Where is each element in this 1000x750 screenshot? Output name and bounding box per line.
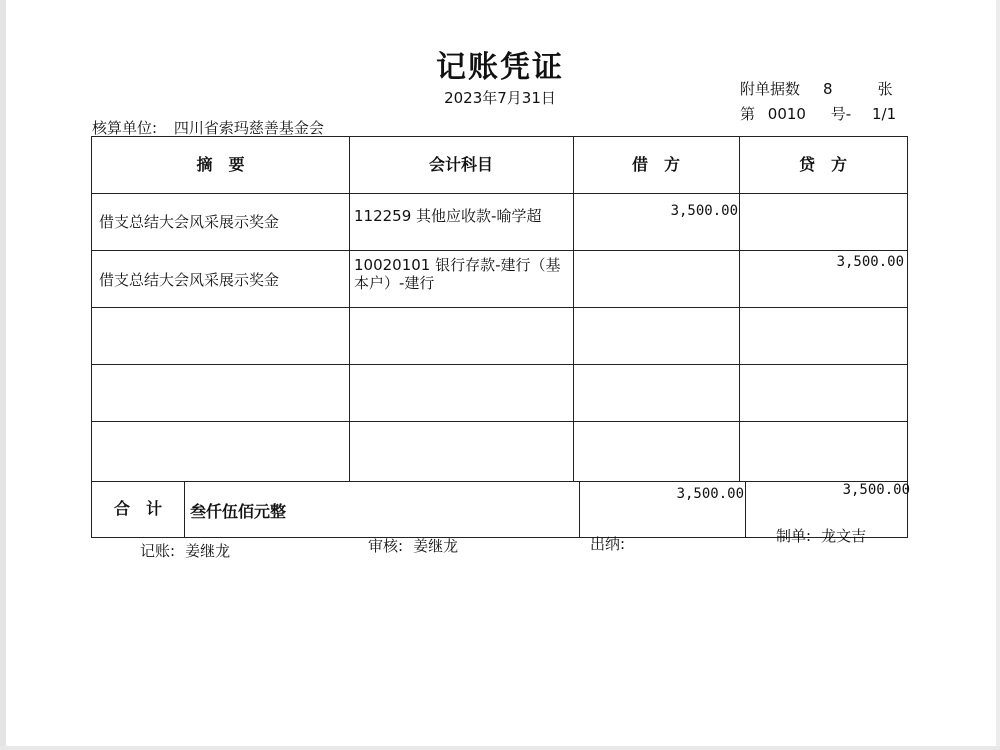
- unit-name: 四川省索玛慈善基金会: [173, 119, 324, 137]
- total-divider: [745, 481, 746, 537]
- voucher-table: [91, 136, 908, 538]
- total-credit: 3,500.00: [842, 482, 910, 498]
- row-divider: [92, 421, 907, 422]
- total-divider: [184, 481, 185, 537]
- voucher-title: 记账凭证: [436, 50, 564, 85]
- attachments-info: [740, 78, 893, 99]
- voucher-no-suffix: 号-: [830, 105, 852, 123]
- header-credit: 贷 方: [798, 155, 847, 174]
- header-debit: 借 方: [631, 155, 680, 174]
- signature-cashier: [590, 533, 635, 554]
- attachments-count: 8: [823, 80, 833, 98]
- cashier-label: 出纳:: [590, 535, 626, 553]
- bookkeeper-name: 姜继龙: [185, 542, 231, 560]
- unit-label: 核算单位:: [92, 119, 158, 137]
- row-divider: [92, 250, 907, 251]
- attachments-label: 附单据数: [740, 80, 801, 98]
- total-label: 合 计: [113, 499, 162, 518]
- scan-edge-right: [996, 0, 1000, 750]
- signature-bookkeeper: [140, 540, 230, 561]
- row-2-summary: 借支总结大会风采展示奖金: [99, 271, 280, 289]
- preparer-label: 制单:: [776, 527, 812, 545]
- row-2-credit: 3,500.00: [836, 254, 904, 270]
- voucher-date: 2023年7月31日: [444, 89, 556, 107]
- row-1-debit: 3,500.00: [670, 203, 738, 219]
- accounting-unit: [92, 117, 324, 138]
- attachments-unit: 张: [877, 80, 893, 98]
- preparer-name: 龙文吉: [821, 527, 867, 545]
- reviewer-label: 审核:: [368, 537, 404, 555]
- row-divider: [92, 364, 907, 365]
- voucher-page: 1/1: [871, 105, 897, 123]
- header-summary: 摘 要: [196, 155, 245, 174]
- bookkeeper-label: 记账:: [140, 542, 176, 560]
- scan-edge-left: [0, 0, 6, 750]
- signature-reviewer: [368, 535, 458, 556]
- row-1-account: 112259 其他应收款-喻学超: [354, 207, 542, 225]
- scan-edge-bottom: [0, 746, 1000, 750]
- row-divider: [92, 193, 907, 194]
- total-debit: 3,500.00: [676, 486, 744, 502]
- row-1-summary: 借支总结大会风采展示奖金: [99, 213, 280, 231]
- header-account: 会计科目: [428, 155, 493, 174]
- total-amount-words: 叁仟伍佰元整: [190, 502, 287, 521]
- row-divider: [92, 307, 907, 308]
- signature-preparer: [776, 525, 866, 546]
- voucher-no-value: 0010: [767, 105, 806, 123]
- reviewer-name: 姜继龙: [413, 537, 459, 555]
- voucher-no-prefix: 第: [740, 105, 756, 123]
- total-divider: [579, 481, 580, 537]
- row-2-account: 10020101 银行存款-建行（基本户）-建行: [354, 256, 561, 292]
- voucher-number: [740, 103, 896, 124]
